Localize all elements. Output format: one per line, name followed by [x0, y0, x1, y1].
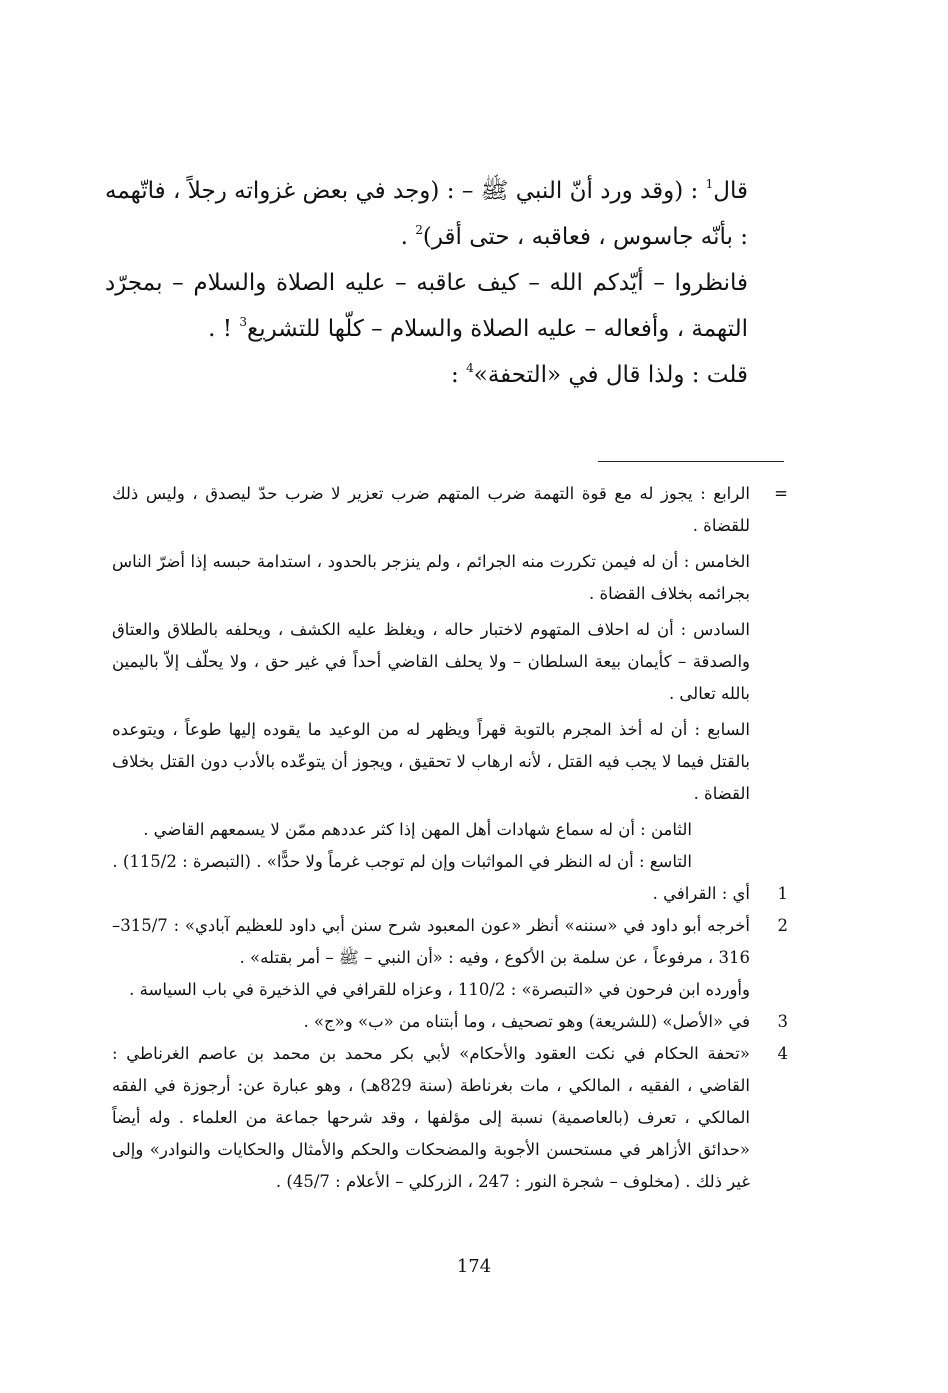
footnote-continuation: [112, 478, 788, 878]
footnote-ref-2: 2: [415, 223, 423, 237]
footnote-item-1: [112, 878, 788, 910]
footnote-text: «تحفة الحكام في نكت العقود والأحكام» لأبي بكر محمد بن محمد بن عاصم الغرناطي : القاضي ، الفقيه ، المالكي ، مات بغرناطة (سنة 829هـ) ، وهو عبارة عن: أرجوزة في الفقه المالكي ، تعرف (بالعاصمية) نسبة إلى مؤلفها ، وقد شرحها جماعة من العلماء . وله أيضاً «حدائق الأزاهر في مستحسن الأجوبة والمضحكات والحكم والأمثال والحكايات والنوادر» وإلى غير ذلك . (مخلوف – شجرة النور : 247 ، الزركلي – الأعلام : 45/7) .: [112, 1044, 751, 1191]
footnote-paragraph: السادس : أن له احلاف المتهوم لاختبار حاله ، ويغلظ عليه الكشف ، ويحلفه بالطلاق والعتاق والصدقة – كأيمان بيعة السلطان – ولا يحلف القاضي أحداً في غير حق ، ولا يحلّف إلاّ باليمين بالله تعالى .: [112, 620, 750, 703]
footnote-ref-3: 3: [239, 315, 247, 329]
footnote-text: وأورده ابن فرحون في «التبصرة» : 110/2 ، وعزاه للقرافي في الذخيرة في باب السياسة .: [129, 980, 750, 999]
footnote-text: أخرجه أبو داود في «سننه» أنظر «عون المعبود شرح سنن أبي داود للعظيم آبادي» : 315/7–316 ، مرفوعاً ، عن سلمة بن الأكوع ، وفيه : «أن النبي – ﷺ – أمر بقتله» .: [112, 916, 750, 967]
footnote-ref-4: 4: [466, 361, 474, 375]
footnote-ref-1: 1: [705, 177, 714, 191]
footnote-number: 4: [777, 1044, 788, 1063]
footnote-number: 2: [777, 916, 788, 935]
footnote-paragraph: الثامن : أن له سماع شهادات أهل المهن إذا كثر عددهم ممّن لا يسمعهم القاضي .: [143, 820, 692, 839]
continuation-mark: =: [774, 484, 788, 503]
footnote-paragraph: الرابع : يجوز له مع قوة التهمة ضرب المتهم ضرب تعزير لا ضرب حدّ ليصدق ، وليس ذلك للقضاة .: [112, 484, 750, 535]
footnote-text: أي : القرافي .: [652, 884, 750, 903]
footnote-paragraph: الخامس : أن له فيمن تكررت منه الجرائم ، ولم ينزجر بالحدود ، استدامة حبسه إذا أضرّ الناس بجرائمه بخلاف القضاة .: [112, 552, 750, 603]
footnote-number: 1: [777, 884, 788, 903]
footnote-paragraph: السابع : أن له أخذ المجرم بالتوبة قهراً ويظهر له من الوعيد ما يقوده إليها طوعاً ، ويتوعده بالقتل فيما لا يجب فيه القتل ، لأنه ارهاب لا تحقيق ، ويجوز أن يتوعّده بالأدب دون القتل بخلاف القضاة .: [112, 720, 750, 803]
footnote-continuation-body: [112, 478, 750, 878]
main-paragraph-2: فانظروا – أيّدكم الله – كيف عاقبه – عليه الصلاة والسلام – بمجرّد التهمة ، وأفعاله – عليه الصلاة والسلام – كلّها للتشريع$^3$ ! .: [105, 270, 748, 342]
footnote-item-2: [112, 910, 788, 1006]
footnote-item-4: [112, 1038, 788, 1198]
footnote-number: 3: [777, 1012, 788, 1031]
footnote-text: في «الأصل» (للشريعة) وهو تصحيف ، وما أبتناه من «ب» و«ج» .: [303, 1012, 750, 1031]
footnotes: [112, 478, 788, 1198]
footnote-paragraph: التاسع : أن له النظر في المواثبات وإن لم توجب غرماً ولا حدًّا» . (التبصرة : 115/2) .: [112, 852, 692, 871]
main-paragraph-1: قال$^1$ : (وقد ورد أنّ النبي ﷺ – : (وجد في بعض غزواته رجلاً ، فاتّهمه : بأنّه جاسوس ، فعاقبه ، حتى أقر)$^2$ .: [105, 177, 748, 250]
main-text: [105, 168, 788, 398]
page-number: 174: [456, 1256, 492, 1277]
footnote-separator: [598, 461, 784, 462]
footnote-item-3: [112, 1006, 788, 1038]
main-paragraph-3: قلت : ولذا قال في «التحفة»$^4$ :: [451, 361, 748, 388]
